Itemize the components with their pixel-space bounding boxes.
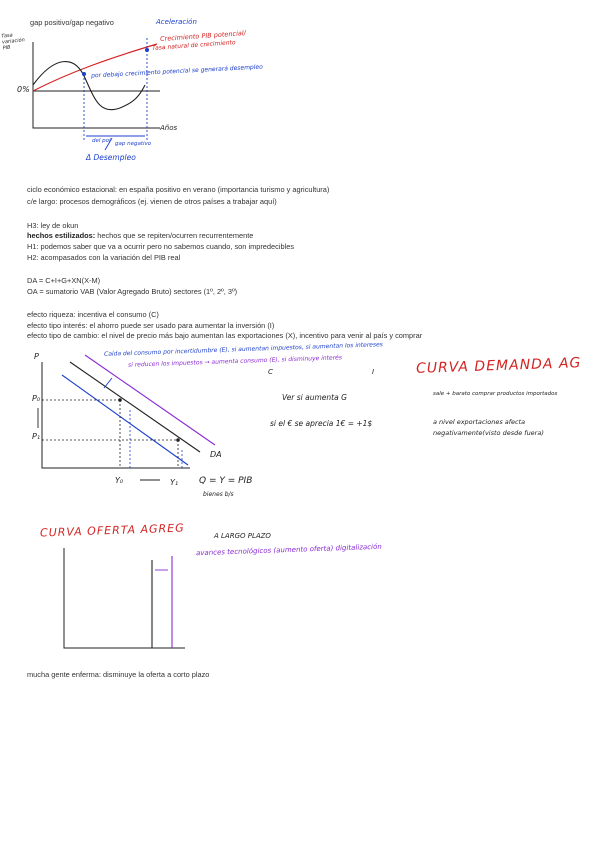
text-line-5: H1: podemos saber que va a ocurrir pero no sabemos cuando, son impredecibles xyxy=(27,242,295,251)
graph2-guides xyxy=(42,400,178,468)
graph1-zero-label: 0% xyxy=(17,85,30,94)
graph2-y1: Y₁ xyxy=(170,478,179,487)
graph1-potential-line xyxy=(33,44,157,91)
graph1-y-axis-label: Tasa variación PIB xyxy=(1,32,26,52)
graph2-p0: P₀ xyxy=(32,394,41,403)
graph2-point-0 xyxy=(118,398,122,402)
graph2-q-sub: bienes b/s xyxy=(203,491,234,498)
graph2-blue-guides xyxy=(130,410,182,468)
footer-note: mucha gente enferma: disminuye la oferta a corto plazo xyxy=(27,670,210,679)
graph2-q-label: Q = Y = PIB xyxy=(199,476,253,486)
text-line-10: efecto tipo interés: el ahorro puede ser usado para aumentar la inversión (I) xyxy=(27,321,275,330)
graph3-avances: avances tecnológicos (aumento oferta) digitalización xyxy=(195,542,382,558)
graph2-export-note-1: a nivel exportaciones afecta xyxy=(433,418,526,426)
graph1-desempleo: Δ Desempleo xyxy=(86,153,136,162)
graph2-g-note: Ver si aumenta G xyxy=(282,393,347,402)
graph2-annot-blue: si reducen los impuestos → aumenta consumo (E), si disminuye interés xyxy=(127,354,343,369)
text-line-9: efecto riqueza: incentiva el consumo (C) xyxy=(27,310,159,319)
graph2-da-line xyxy=(70,362,200,452)
graph3-largo-plazo: A LARGO PLAZO xyxy=(214,532,271,540)
graph3-title: CURVA OFERTA AGREG xyxy=(39,521,185,540)
graph1-gap-pos: del pol xyxy=(92,138,111,144)
graph2-p-label: P xyxy=(34,352,39,361)
graph1-cycle-curve xyxy=(33,62,145,110)
graph2-annot-purple: Caída del consumo por incertidumbre (E), si aumentan impuestos, si aumentan los intereses xyxy=(103,341,383,358)
text-line-6: H2: acompasados con la variación del PIB real xyxy=(27,253,181,262)
text-line-4 xyxy=(27,231,253,241)
graph2-da: DA xyxy=(210,450,222,459)
text-line-4-rest: hechos que se repiten/ocurren recurrentemente xyxy=(95,231,254,240)
text-line-7: DA = C+I+G+XN(X-M) xyxy=(27,276,101,285)
text-line-2: c/e largo: procesos demográficos (ej. vienen de otros países a trabajar aquí) xyxy=(27,197,277,206)
heading: gap positivo/gap negativo xyxy=(30,18,114,27)
graph2-c-letter: C xyxy=(268,368,273,376)
graph1-legend-red-2: Tasa natural de crecimiento xyxy=(151,39,236,52)
graph2-sale-note: sale + barato comprar productos importados xyxy=(433,391,558,397)
text-line-1: ciclo económico estacional: en españa positivo en verano (importancia turismo y agricultura) xyxy=(27,185,330,194)
graph1-dot-2 xyxy=(145,48,149,52)
graph1-legend-red: Crecimiento PIB potencial/ xyxy=(159,29,247,43)
graph2-shift-arrow xyxy=(104,378,112,388)
graph2-i-letter: I xyxy=(372,368,375,376)
text-line-4-bold: hechos estilizados: xyxy=(27,231,96,240)
graph1-x-axis-label: Años xyxy=(160,124,178,132)
graph2-title: CURVA DEMANDA AG xyxy=(415,355,582,377)
graph2-blue-line xyxy=(62,375,188,465)
graph2-axes xyxy=(42,362,190,468)
text-line-3: H3: ley de okun xyxy=(27,221,79,230)
graph2-purple-line xyxy=(85,355,215,445)
graph2-y0: Y₀ xyxy=(115,476,124,485)
graph1-axes xyxy=(33,42,160,128)
graph3-axes xyxy=(64,548,185,648)
graph2-euro-note: si el € se aprecia 1€ = +1$ xyxy=(270,419,373,428)
graph1-gap-neg: gap negativo xyxy=(115,141,152,147)
graph1-blue-dashes xyxy=(84,38,147,142)
graph1-dot-1 xyxy=(82,72,86,76)
graph1-note-below: por debajo crecimiento potencial se generará desempleo xyxy=(90,63,263,80)
text-line-8: OA = sumatorio VAB (Valor Agregado Bruto) sectores (1º, 2º, 3º) xyxy=(27,287,238,296)
graph2-export-note-2: negativamente(visto desde fuera) xyxy=(433,429,544,437)
text-line-11: efecto tipo de cambio: el nivel de precio más bajo aumentan las exportaciones (X), incentivo para venir al país y comprar xyxy=(27,331,423,340)
graph2-point-1 xyxy=(176,438,180,442)
graph2-p1: P₁ xyxy=(32,432,41,441)
graph1-aceleracion: Aceleración xyxy=(156,18,197,26)
